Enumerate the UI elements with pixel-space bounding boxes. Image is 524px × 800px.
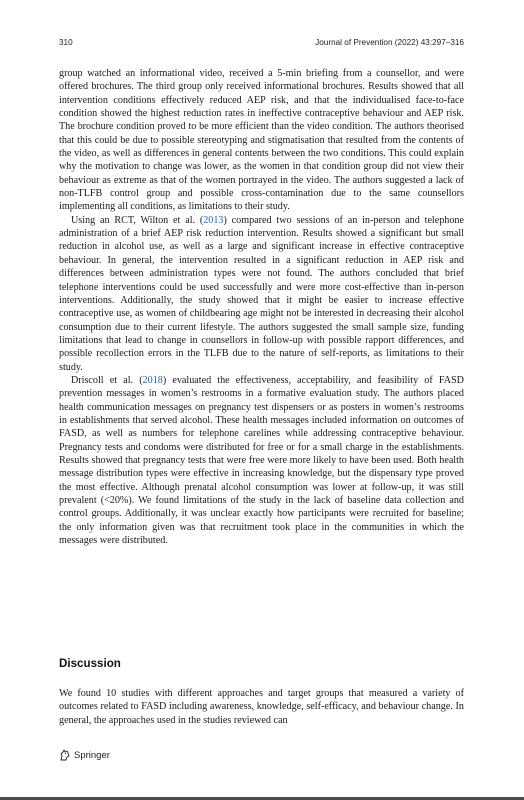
page-number: 310 [59, 38, 73, 47]
journal-citation: Journal of Prevention (2022) 43:297–316 [315, 38, 464, 47]
citation-link[interactable]: 2013 [203, 214, 224, 226]
paragraph [59, 67, 464, 214]
section-heading: Discussion [59, 657, 121, 670]
paragraph [59, 374, 464, 547]
publisher-footer [59, 749, 110, 761]
paragraph-text: ) compared two sessions of an in-person and telephone administration of a brief AEP risk reduction intervention. Results showed a significant but small reduction in alcohol use, as well as a large and significant increase in effective contraceptive behaviour. In general, the intervention resulted in a significant reduction in AEP risk and differences between administration types were not found. The authors concluded that brief telephone interventions could be used successfully and were more cost-effective than in-person interventions. Additionally, the study showed that it might be easier to increase effective contraceptive use, as women of childbearing age might not be interested in decreasing their alcohol consumption due to their current lifestyle. The authors suggested the small sample size, funding limitations that lead to change in counsellors in follow-up with possible rapport differences, and possible recollection errors in the TLFB due to the nature of self-reports, as limitations to their study. [59, 214, 464, 373]
paragraph-text: Using an RCT, Wilton et al. ( [71, 214, 204, 226]
paragraph [59, 687, 464, 727]
paragraph-text: Driscoll et al. ( [71, 374, 143, 386]
article-body [59, 67, 464, 547]
paragraph [59, 214, 464, 374]
paragraph-text: ) evaluated the effectiveness, acceptability, and feasibility of FASD prevention messages in women’s restrooms in a formative evaluation study. The authors placed health communication messages on pregnancy test dispensers or as posters in women’s restrooms in establishments that served alcohol. These health messages included information on outcomes of FASD, as well as numbers for telephone carelines while addressing contraceptive behaviour. Pregnancy tests and condoms were distributed for free or for a small charge in the establishments. Results showed that pregnancy tests that were free were more likely to have been used. Both health message distribution types were effective in increasing knowledge, but the dispensary type proved the most effective. Although prenatal alcohol consumption was lower at follow-up, it was still prevalent (<20%). We found limitations of the study in the lack of baseline data collection and control groups. Additionally, it was unclear exactly how participants were recruited for baseline; the only information given was that recruitment took place in the communities in which the messages were distributed. [59, 374, 464, 547]
publisher-name: Springer [74, 749, 110, 761]
citation-link[interactable]: 2018 [142, 374, 163, 386]
paragraph-text: We found 10 studies with different approaches and target groups that measured a variety of outcomes related to FASD including awareness, knowledge, self-efficacy, and behaviour change. In general, the approaches used in the studies reviewed can [59, 688, 464, 726]
discussion-body [59, 687, 464, 727]
running-header [59, 38, 464, 47]
springer-horse-icon [59, 749, 71, 761]
paragraph-text: group watched an informational video, received a 5-min briefing from a counsellor, and were offered brochures. The third group only received informational brochures. Results showed that all intervention conditions effectively reduced AEP risk, and that the individualised face-to-face condition showed the highest reduction rates in ineffective contraceptive behaviour and AEP risk. The brochure condition proved to be more efficient than the video condition. The authors theorised that this could be due to possible stereotyping and stigmatisation that resulted from the contents of the video, as well as differences in general contents between the two conditions. This could explain why the motivation to change was lower, as the women in that condition group did not view their behaviour as extreme as that of the women portrayed in the video. The authors suggested a lack of non-TLFB control group and possible cross-contamination due to the same counsellors implementing all conditions, as limitations to their study. [59, 68, 464, 213]
